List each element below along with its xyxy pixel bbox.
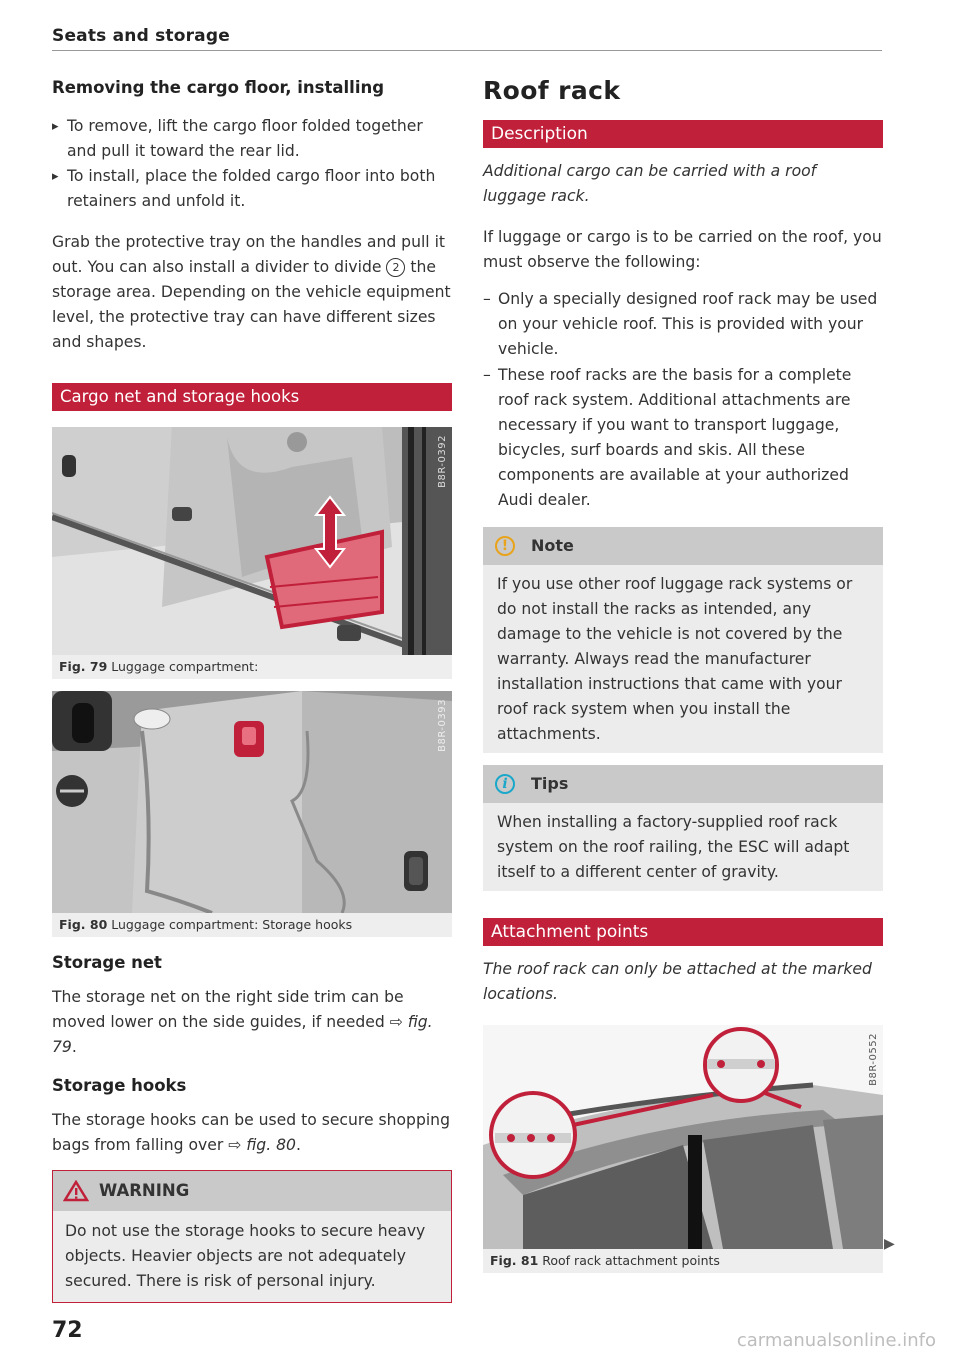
figure-79-caption-text: Luggage compartment: xyxy=(111,659,259,674)
description-intro: Additional cargo can be carried with a roof luggage rack. xyxy=(483,162,817,205)
storage-net-fig-ref[interactable]: ⇨ fig. 79 xyxy=(52,1013,433,1056)
tips-title: Tips xyxy=(531,774,569,793)
roof-rack-illustration xyxy=(483,1025,883,1249)
figure-81-caption xyxy=(483,1249,883,1273)
figure-81-caption-text: Roof rack attachment points xyxy=(542,1253,720,1268)
header-rule xyxy=(52,50,882,51)
attachment-points-bar: Attachment points xyxy=(483,918,883,946)
figure-80-code: B8R-0393 xyxy=(437,699,448,752)
info-circle-icon: i xyxy=(495,774,515,794)
note-text: If you use other roof luggage rack systems or do not install the racks as intended, any damage to the vehicle is not covered by the warranty. Always read the manufacturer installation instructions that came with your roof rack system when you install the attachments. xyxy=(497,575,853,743)
warning-box xyxy=(52,1170,452,1303)
warning-title: WARNING xyxy=(99,1181,190,1200)
figure-80-caption-text: Luggage compartment: Storage hooks xyxy=(111,917,353,932)
tips-text: When installing a factory-supplied roof rack system on the roof railing, the ESC will adapt itself to a different center of gravity. xyxy=(497,813,850,881)
figure-81-image xyxy=(483,1025,883,1249)
watermark: carmanualsonline.info xyxy=(736,1330,936,1351)
storage-net-title: Storage net xyxy=(52,953,162,972)
figure-79-code: B8R-0392 xyxy=(437,435,448,488)
note-header xyxy=(483,527,883,565)
warning-text: Do not use the storage hooks to secure heavy objects. Heavier objects are not adequately secured. There is risk of personal injury. xyxy=(65,1222,426,1290)
figure-79-label: Fig. 79 xyxy=(59,659,108,674)
luggage-compartment-illustration xyxy=(52,427,452,655)
right-column xyxy=(483,72,883,1273)
description-item: – These roof racks are the basis for a complete roof rack system. Additional attachments are necessary if you want to transport luggage, bicycles, surf boards and skis. All these components are available at your authorized Audi dealer. xyxy=(483,363,883,513)
tray-text-2: the storage area. Depending on the vehicle equipment level, the protective tray can have different sizes and shapes. xyxy=(52,258,451,351)
tips-box xyxy=(483,765,883,891)
figure-80-label: Fig. 80 xyxy=(59,917,108,932)
storage-hooks-end: . xyxy=(295,1136,301,1154)
step-remove: ▸ To remove, lift the cargo floor folded together and pull it toward the rear lid. xyxy=(52,114,452,164)
warning-triangle-icon xyxy=(63,1180,89,1202)
storage-net-end: . xyxy=(71,1038,77,1056)
storage-hooks-fig-ref[interactable]: ⇨ fig. 80 xyxy=(228,1136,296,1154)
storage-net-text: The storage net on the right side trim can be moved lower on the side guides, if needed xyxy=(52,988,404,1031)
warning-header xyxy=(53,1171,451,1211)
storage-hooks-illustration xyxy=(52,691,452,913)
note-title: Note xyxy=(531,536,574,555)
description-item: – Only a specially designed roof rack may be used on your vehicle roof. This is provided with your vehicle. xyxy=(483,287,883,362)
tips-header xyxy=(483,765,883,803)
description-list xyxy=(483,287,883,513)
description-bar: Description xyxy=(483,120,883,148)
figure-79-image xyxy=(52,427,452,655)
cargo-floor-title: Removing the cargo floor, installing xyxy=(52,78,385,97)
figure-81 xyxy=(483,1025,883,1273)
continue-arrow-icon[interactable]: ▶ xyxy=(884,1236,895,1252)
storage-hooks-paragraph xyxy=(52,1108,452,1158)
page-number: 72 xyxy=(52,1318,83,1343)
note-box xyxy=(483,527,883,753)
figure-81-label: Fig. 81 xyxy=(490,1253,539,1268)
tray-text-1: Grab the protective tray on the handles and pull it out. You can also install a divider to divide xyxy=(52,233,446,276)
figure-80-caption xyxy=(52,913,452,937)
description-paragraph: If luggage or cargo is to be carried on the roof, you must observe the following: xyxy=(483,228,882,271)
step-install: ▸ To install, place the folded cargo floor into both retainers and unfold it. xyxy=(52,164,452,214)
left-column xyxy=(52,72,452,1303)
figure-81-code: B8R-0552 xyxy=(868,1033,879,1086)
cargo-net-section-bar: Cargo net and storage hooks xyxy=(52,383,452,411)
figure-80 xyxy=(52,691,452,937)
section-header: Seats and storage xyxy=(52,26,230,46)
roof-rack-title: Roof rack xyxy=(483,76,621,105)
storage-hooks-title: Storage hooks xyxy=(52,1076,187,1095)
protective-tray-paragraph xyxy=(52,230,452,355)
storage-net-paragraph xyxy=(52,985,452,1060)
storage-hooks-text: The storage hooks can be used to secure shopping bags from falling over xyxy=(52,1111,450,1154)
figure-79 xyxy=(52,427,452,679)
figure-79-caption xyxy=(52,655,452,679)
attachment-intro: The roof rack can only be attached at the marked locations. xyxy=(483,960,872,1003)
callout-number: 2 xyxy=(386,258,405,277)
figure-80-image xyxy=(52,691,452,913)
exclamation-circle-icon: ! xyxy=(495,536,515,556)
